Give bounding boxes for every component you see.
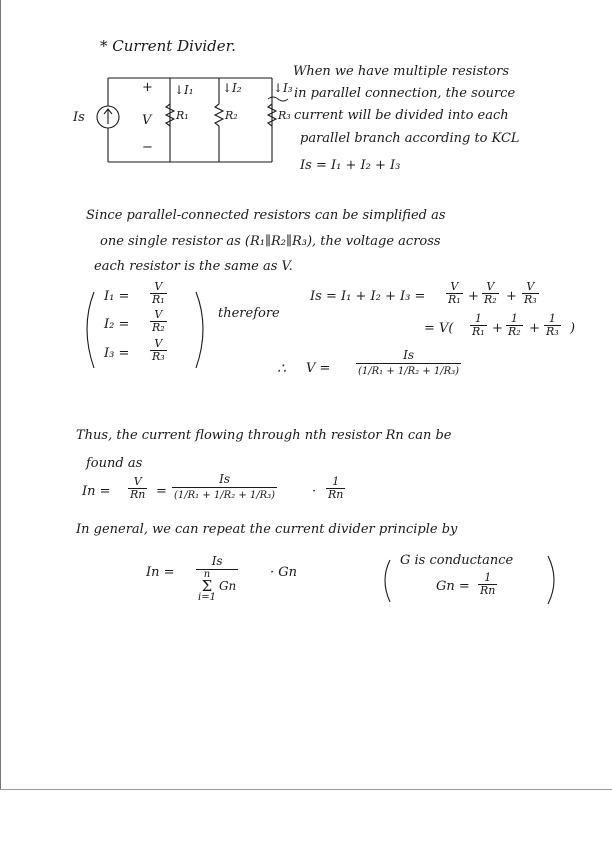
conductance-note: G is conductance bbox=[400, 553, 514, 568]
v-solution-fraction bbox=[356, 348, 461, 379]
sum-frac-3-num: V bbox=[526, 280, 535, 293]
left-paren-note bbox=[385, 560, 390, 602]
i3-lhs: I₃ = bbox=[104, 346, 130, 361]
sum-frac-1-den: R₁ bbox=[448, 293, 461, 306]
sum-frac-1 bbox=[446, 281, 463, 306]
summation bbox=[198, 570, 216, 602]
in-lhs: In = bbox=[82, 484, 111, 499]
in-dot: · bbox=[312, 484, 317, 499]
therefore-symbol: ∴ bbox=[277, 361, 286, 377]
in-is-num: Is bbox=[219, 472, 230, 486]
general-num: Is bbox=[211, 554, 223, 568]
sum-plus-2: + bbox=[506, 289, 517, 304]
thus-line-1: Thus, the current flowing through nth resistor Rn can be bbox=[76, 428, 452, 443]
i3-numerator: V bbox=[154, 337, 163, 350]
sum-frac-2 bbox=[482, 281, 499, 306]
i2-denominator: R₂ bbox=[152, 321, 165, 334]
i1-numerator: V bbox=[154, 280, 163, 293]
i3-fraction bbox=[150, 338, 167, 363]
source-label: Is bbox=[73, 110, 85, 125]
conductance-den: Rn bbox=[480, 584, 496, 597]
resistor-r2-label: R₂ bbox=[225, 109, 238, 122]
intro-line-1: When we have multiple resistors bbox=[293, 64, 510, 79]
polarity-minus: − bbox=[142, 140, 153, 155]
resistor-r3-label: R₃ bbox=[278, 109, 291, 122]
current-i2-label: ↓I₂ bbox=[222, 81, 242, 95]
i1-denominator: R₁ bbox=[152, 293, 165, 306]
vf-frac-1-den: R₁ bbox=[472, 325, 485, 338]
vf-frac-3-num: 1 bbox=[548, 312, 556, 325]
sum-lower-limit: i=1 bbox=[198, 592, 216, 603]
resistor-r2-zigzag bbox=[215, 104, 223, 126]
sum-symbol: Σ bbox=[201, 577, 213, 595]
general-line: In general, we can repeat the current divider principle by bbox=[76, 522, 458, 537]
in-equals: = bbox=[156, 484, 167, 499]
vf-frac-3 bbox=[544, 313, 561, 338]
right-paren-branch bbox=[196, 292, 203, 368]
general-in-lhs: In = bbox=[146, 565, 175, 580]
v-solution-den: (1/R₁ + 1/R₂ + 1/R₃) bbox=[356, 363, 461, 379]
in-is-den: (1/R₁ + 1/R₂ + 1/R₃) bbox=[172, 487, 277, 503]
thus-line-2: found as bbox=[86, 456, 143, 471]
general-den bbox=[196, 569, 238, 602]
v-solution-num: Is bbox=[403, 348, 414, 362]
vf-plus-2: + bbox=[529, 321, 540, 336]
vf-close: ) bbox=[570, 321, 576, 336]
vf-frac-2 bbox=[506, 313, 523, 338]
page-title: * Current Divider. bbox=[100, 37, 236, 55]
intro-line-2: in parallel connection, the source bbox=[294, 86, 516, 101]
i1-fraction bbox=[150, 281, 167, 306]
sum-plus-1: + bbox=[468, 289, 479, 304]
intro-line-3: current will be divided into each bbox=[294, 108, 509, 123]
vf-frac-2-den: R₂ bbox=[508, 325, 521, 338]
i1-lhs: I₁ = bbox=[104, 289, 130, 304]
general-dot-gn: · Gn bbox=[270, 565, 298, 580]
right-paren-note bbox=[548, 556, 554, 604]
para1-line-1: Since parallel-connected resistors can be simplified as bbox=[86, 208, 446, 223]
in-one-over-rn bbox=[326, 476, 345, 501]
sum-frac-2-den: R₂ bbox=[484, 293, 497, 306]
v-eq-lhs: V = bbox=[306, 361, 331, 376]
i3-denominator: R₃ bbox=[152, 350, 165, 363]
in-is-fraction bbox=[172, 472, 277, 503]
vf-frac-3-den: R₃ bbox=[546, 325, 559, 338]
i2-fraction bbox=[150, 309, 167, 334]
left-paren-branch bbox=[87, 292, 94, 368]
vf-frac-1-num: 1 bbox=[474, 312, 482, 325]
therefore-word: therefore bbox=[218, 306, 280, 321]
sum-frac-2-num: V bbox=[486, 280, 495, 293]
vf-frac-2-num: 1 bbox=[510, 312, 518, 325]
intro-line-4: parallel branch according to KCL bbox=[300, 131, 520, 146]
resistor-r1-label: R₁ bbox=[176, 109, 189, 122]
in-rn-den: Rn bbox=[130, 488, 146, 501]
polarity-plus: + bbox=[142, 80, 153, 95]
in-one-num: 1 bbox=[332, 475, 340, 488]
current-i1-label: ↓I₁ bbox=[174, 83, 194, 97]
vf-plus-1: + bbox=[492, 321, 503, 336]
sum-upper-limit: n bbox=[203, 569, 211, 580]
para1-line-3: each resistor is the same as V. bbox=[94, 259, 293, 274]
sum-frac-1-num: V bbox=[450, 280, 459, 293]
conductance-fraction bbox=[478, 572, 497, 597]
conductance-num: 1 bbox=[484, 571, 492, 584]
voltage-label: V bbox=[142, 113, 152, 128]
vf-frac-1 bbox=[470, 313, 487, 338]
is-sum-lhs: Is = I₁ + I₂ + I₃ = bbox=[310, 289, 426, 304]
para1-line-2: one single resistor as (R₁∥R₂∥R₃), the voltage across bbox=[100, 234, 441, 249]
current-source-arrow bbox=[104, 109, 112, 124]
in-v-over-rn bbox=[128, 476, 147, 501]
i2-lhs: I₂ = bbox=[104, 317, 130, 332]
kcl-equation: Is = I₁ + I₂ + I₃ bbox=[300, 158, 401, 173]
current-i3-label: ↓I₃ bbox=[273, 81, 293, 95]
i2-numerator: V bbox=[154, 308, 163, 321]
sum-gn: Gn bbox=[218, 578, 237, 593]
sum-frac-3 bbox=[522, 281, 539, 306]
v-factor-lhs: = V( bbox=[424, 321, 454, 336]
in-rn-den-2: Rn bbox=[328, 488, 344, 501]
sum-frac-3-den: R₃ bbox=[524, 293, 537, 306]
in-v-num: V bbox=[133, 475, 142, 488]
conductance-gn: Gn = bbox=[436, 579, 470, 594]
general-fraction bbox=[196, 554, 238, 602]
